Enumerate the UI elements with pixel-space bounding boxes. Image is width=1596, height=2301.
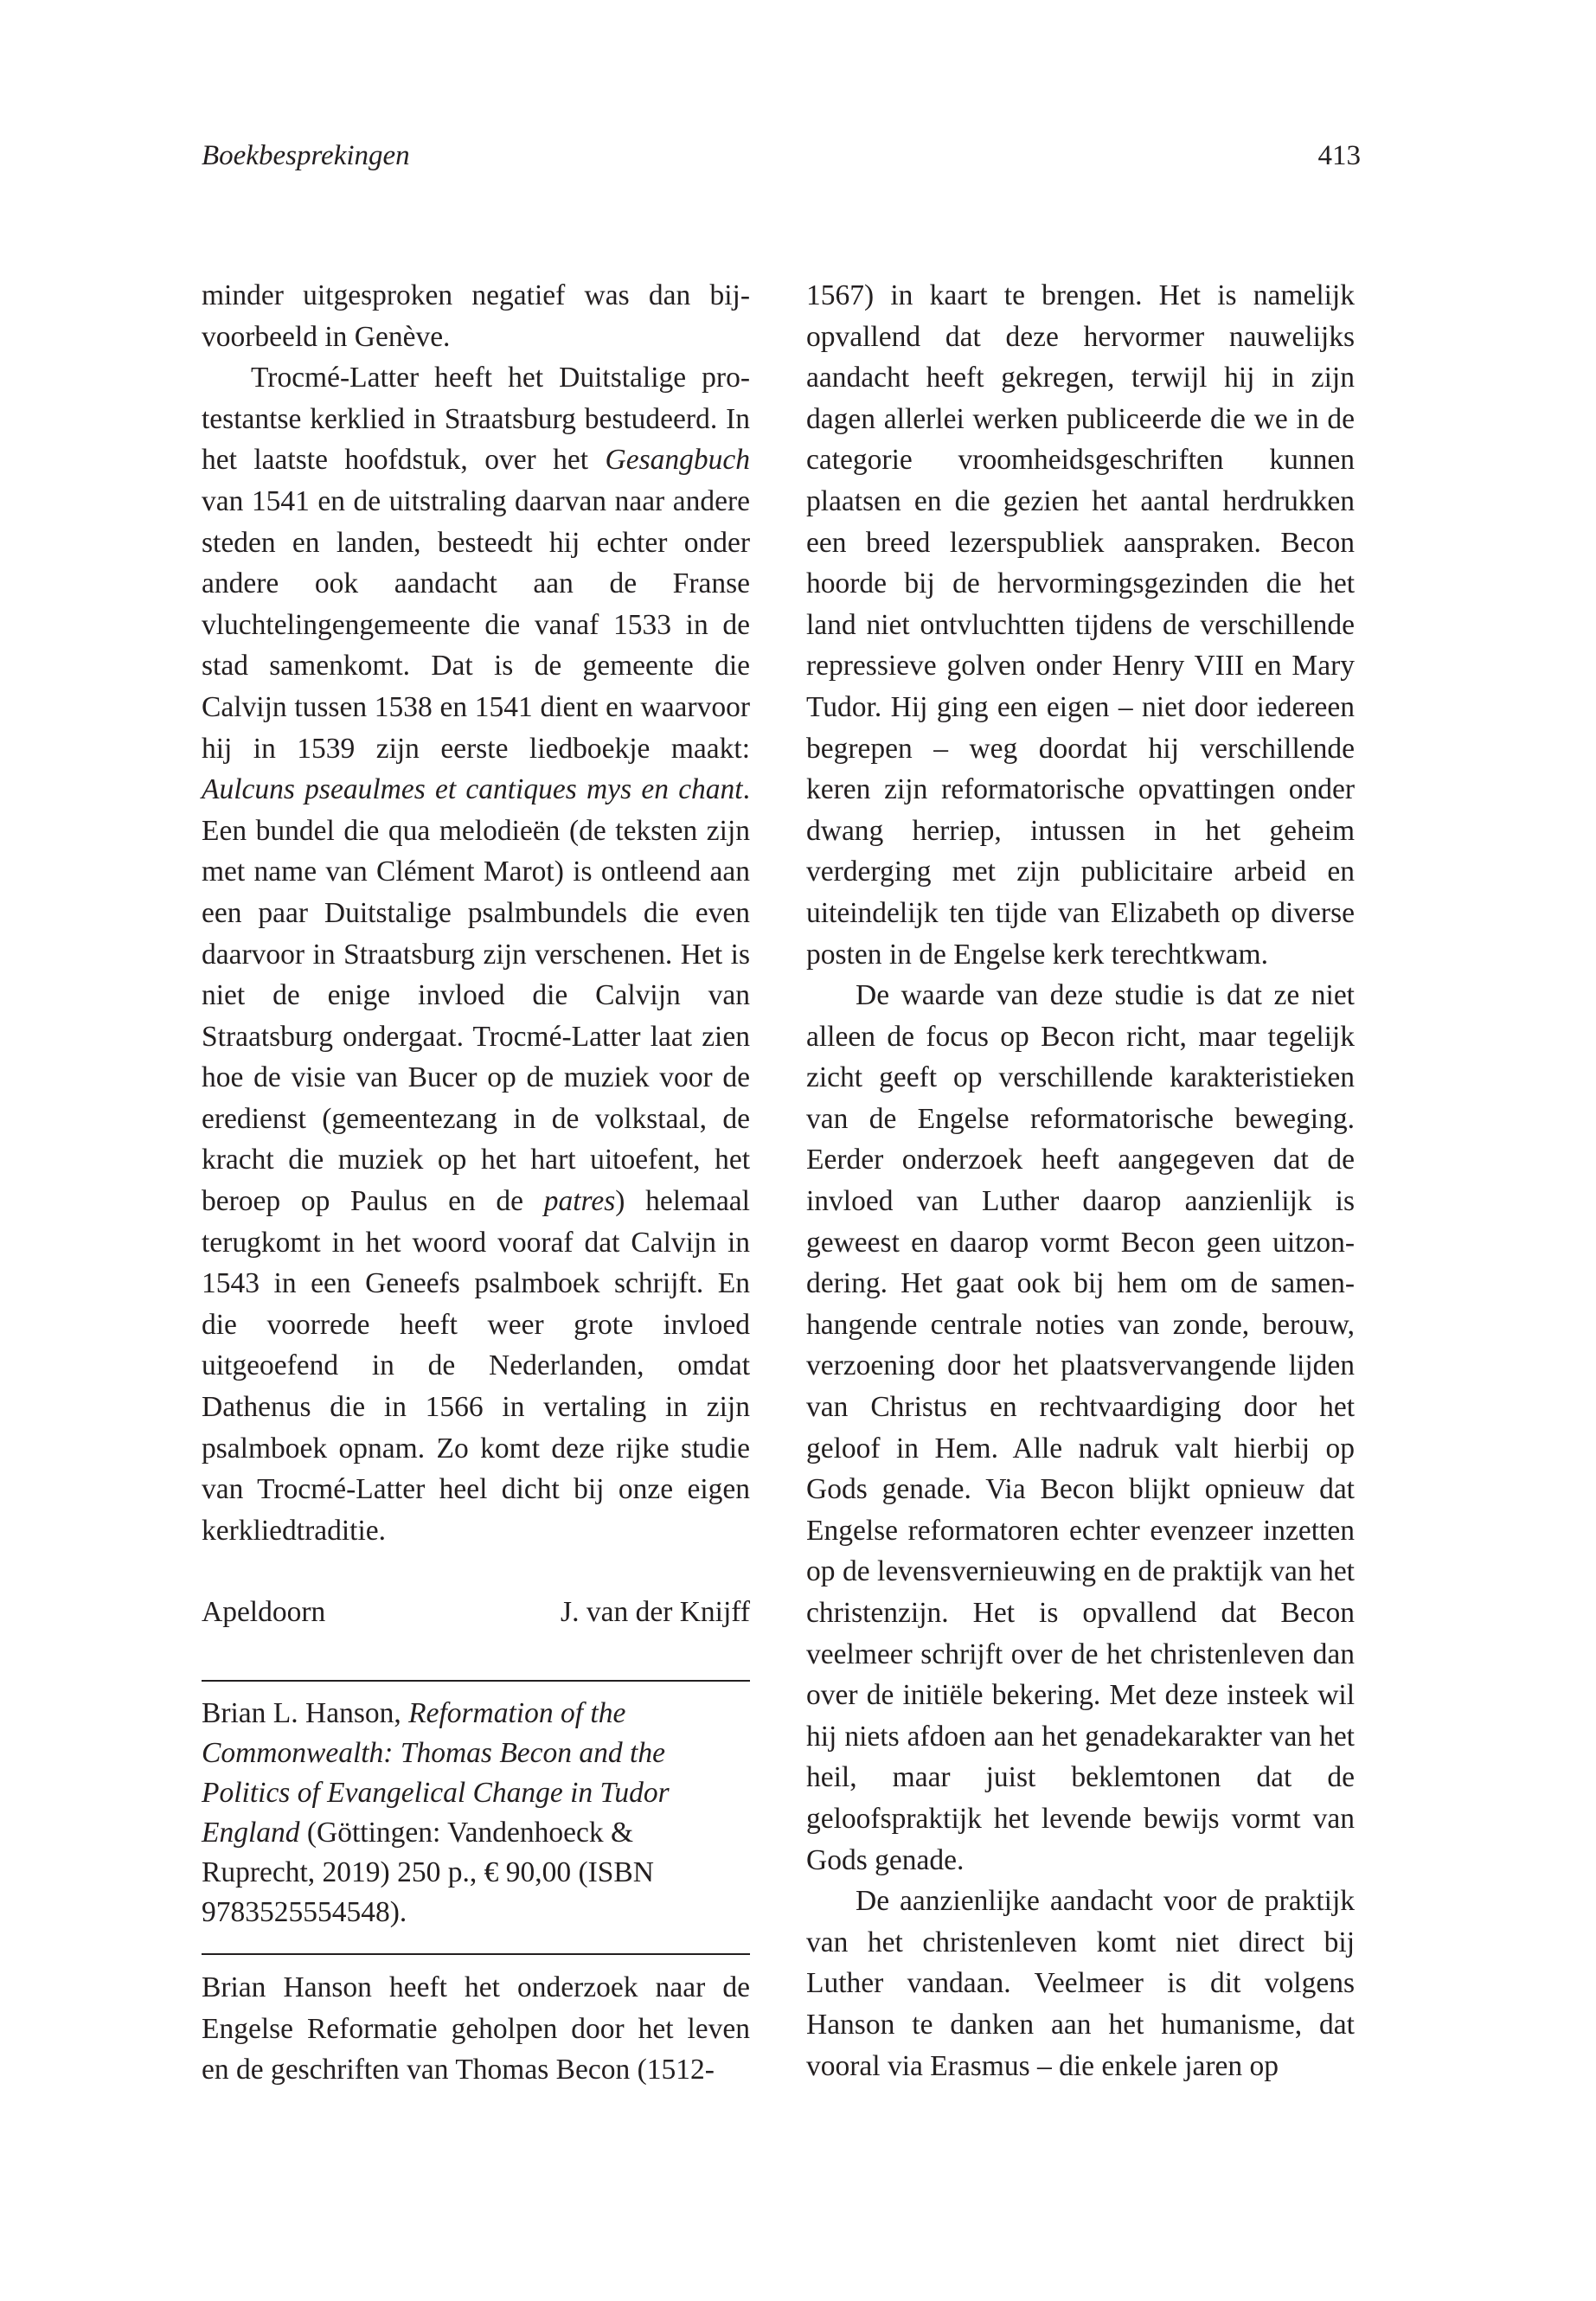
right-column — [806, 275, 1355, 2086]
book-title: Gesangbuch — [605, 444, 750, 477]
left-column — [202, 275, 750, 2091]
citation-title: Reformation of the Commonwealth: Thomas Becon and the Politics of Evangelical Change in Tudor England — [202, 1697, 670, 1849]
book-title: Aulcuns pseaulmes et cantiques mys en chant — [202, 773, 743, 806]
signature-place: Apeldoorn — [202, 1596, 326, 1629]
book-citation — [202, 1694, 750, 1932]
citation-details: (Göttingen: Vandenhoeck & Ruprecht, 2019) 250 p., € 90,00 (ISBN 9783525554548). — [202, 1817, 654, 1928]
signature-author: J. van der Knijff — [561, 1596, 750, 1629]
paragraph: Brian Hanson heeft het onderzoek naar de Engelse Reformatie geholpen door het leven en de geschriften van Thomas Becon (1512- — [202, 1971, 750, 2086]
section-title: Boekbesprekingen — [202, 140, 410, 171]
page-number: 413 — [1317, 140, 1361, 171]
paragraph — [202, 357, 750, 1551]
text-run: . Een bundel die qua melodieën (de teksten zijn met name van Clément Marot) is ontleend aan een paar Duitstalige psalmbundels die even daarvoor in Straatsburg zijn verschenen. Het is niet de enige invloed die Calvijn van Straatsburg ondergaat. Trocmé-Latter laat zien hoe de visie van Bucer op de muziek voor de eredienst (gemeentezang in de volkstaal, de kracht die muziek op het hart uitoefent, het beroep op Paulus en de — [202, 773, 750, 1218]
paragraph: De aanzienlijke aandacht voor de praktijk van het christenleven komt niet direct bij Luther vandaan. Veelmeer is dit volgens Hanson te danken aan het humanisme, dat vooral via Erasmus – die enkele jaren op — [806, 1885, 1355, 2082]
review-signature — [202, 1592, 750, 1633]
divider — [202, 1953, 750, 1955]
divider — [202, 1680, 750, 1682]
citation-author: Brian L. Hanson, — [202, 1697, 409, 1729]
text-run: ) helemaal terugkomt in het woord vooraf dat Calvijn in 1543 in een Geneefs psalmboek schrijft. En die voorrede heeft weer grote invloed uitgeoefend in de Nederlanden, omdat Dathenus die in 1566 in vertaling in zijn psalmboek opnam. Zo komt deze rijke studie van Trocmé-Latter heel dicht bij onze eigen kerkliedtraditie. — [202, 1185, 750, 1547]
paragraph: 1567) in kaart te brengen. Het is namelijk opvallend dat deze hervormer nauwelijks aandacht heeft gekregen, terwijl hij in zijn dagen allerlei werken publiceerde die we in de categorie vroomheidsgeschriften kunnen plaatsen en die gezien het aantal herdrukken een breed lezerspubliek aanspraken. Becon hoorde bij de hervormingsgezinden die het land niet ontvluchtten tijdens de verschillende repressieve golven onder Henry VIII en Mary Tudor. Hij ging een eigen – niet door iedereen begrepen – weg doordat hij verschillende keren zijn reformatorische opvattingen onder dwang herriep, intussen in het geheim verderging met zijn publicitaire arbeid en uiteindelijk ten tijde van Elizabeth op diverse posten in de Engelse kerk terechtkwam. — [806, 279, 1355, 971]
paragraph: De waarde van deze studie is dat ze niet alleen de focus op Becon richt, maar tegelijk zicht geeft op verschillende karakteristieken van de Engelse reformatorische beweging. Eerder onderzoek heeft aangegeven dat de invloed van Luther daarop aanzienlijk is geweest en daarop vormt Becon geen uitzondering. Het gaat ook bij hem om de samenhangende centrale noties van zonde, berouw, verzoening door het plaatsvervangende lijden van Christus en rechtvaardiging door het geloof in Hem. Alle nadruk valt hierbij op Gods genade. Via Becon blijkt opnieuw dat Engelse reformatoren echter evenzeer inzetten op de levensvernieuwing en de praktijk van het christenzijn. Het is opvallend dat Becon veelmeer schrijft over de het christenleven dan over de initiële bekering. Met deze insteek wil hij niets afdoen aan het genadekarakter van het heil, maar juist beklemtonen dat de geloofspraktijk het levende bewijs vormt van Gods genade. — [806, 979, 1355, 1876]
paragraph: minder uitgesproken negatief was dan bijvoorbeeld in Genève. — [202, 279, 750, 353]
text-run: van 1541 en de uitstraling daarvan naar andere steden en landen, besteedt hij echter onder andere ook aandacht aan de Franse vluchtelingengemeente die vanaf 1533 in de stad samenkomt. Dat is de gemeente die Calvijn tussen 1538 en 1541 dient en waarvoor hij in 1539 zijn eerste liedboekje maakt: — [202, 484, 750, 765]
text-run: Trocmé-Latter heeft het Duitstalige protestantse kerklied in Straatsburg bestudeerd. In het laatste hoofdstuk, over het — [202, 362, 750, 477]
latin-term: patres — [543, 1185, 616, 1218]
